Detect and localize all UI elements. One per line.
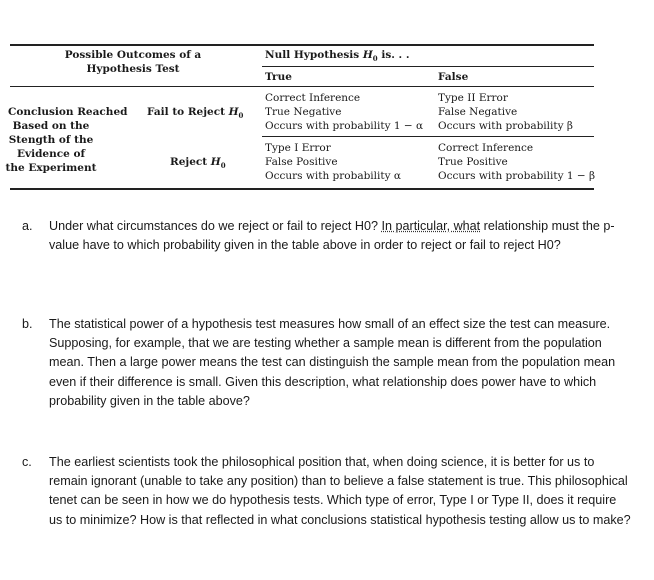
- conclusion-line-3: Stength of the: [8, 134, 94, 146]
- row-fail-subscript: 0: [238, 111, 244, 121]
- cell-reject-false-line-2: True Positive: [438, 156, 508, 168]
- question-c-marker: c.: [22, 455, 32, 469]
- cell-fail-false-line-3: Occurs with probability β: [438, 120, 573, 132]
- question-b: [22, 315, 632, 411]
- question-a-flagged-text: In particular, what: [381, 219, 481, 233]
- row-fail-to-reject: [147, 105, 243, 123]
- cell-reject-true-line-1: Type I Error: [265, 142, 331, 154]
- header-null-suffix: is. . .: [377, 49, 410, 61]
- question-a-marker: a.: [22, 219, 33, 233]
- cell-fail-true-line-1: Correct Inference: [265, 92, 361, 104]
- column-true-header: True: [265, 71, 292, 83]
- row-reject-subscript: 0: [220, 161, 226, 171]
- cell-fail-true-line-2: True Negative: [265, 106, 342, 118]
- table-row-divider: [262, 136, 594, 137]
- header-outcomes: [40, 48, 226, 76]
- cell-fail-false-line-2: False Negative: [438, 106, 518, 118]
- cell-fail-false: [438, 91, 573, 133]
- question-a: [22, 217, 632, 255]
- conclusion-line-1: Conclusion Reached: [8, 106, 128, 118]
- row-reject: [170, 155, 226, 173]
- column-false-header: False: [438, 71, 469, 83]
- row-reject-label: Reject: [170, 156, 211, 168]
- table-header-rule: [10, 86, 594, 87]
- cell-reject-false: [438, 141, 595, 183]
- header-null-subscript: 0: [372, 54, 378, 64]
- question-a-text-2: relationship must the p-value have to which probability given in the table above in order to reject or fail to reject H0?: [49, 219, 615, 253]
- cell-reject-true-line-3: Occurs with probability α: [265, 170, 401, 182]
- cell-reject-true: [265, 141, 401, 183]
- conclusion-line-4: Evidence of: [17, 148, 85, 160]
- cell-reject-false-line-3: Occurs with probability 1 − β: [438, 170, 596, 182]
- header-outcomes-line-2: Hypothesis Test: [86, 63, 180, 75]
- row-fail-label: Fail to Reject: [147, 106, 229, 118]
- cell-reject-false-line-1: Correct Inference: [438, 142, 534, 154]
- cell-reject-true-line-2: False Positive: [265, 156, 338, 168]
- row-reject-symbol: H: [210, 156, 221, 168]
- question-c-text: The earliest scientists took the philosophical position that, when doing science, it is better for us to remain ignorant (unable to take any position) than to believe a false statement is true. This philosophical tenet can be seen in how we do hypothesis tests. Which type of error, Type I or Type II, does it require us to minimize? How is that reflected in what conclusions statistical hypothesis testing allow us to make?: [49, 455, 631, 527]
- header-outcomes-line-1: Possible Outcomes of a: [64, 49, 202, 61]
- question-b-marker: b.: [22, 317, 33, 331]
- row-fail-symbol: H: [228, 106, 239, 118]
- conclusion-line-2: Based on the: [12, 120, 90, 132]
- question-a-text-1: Under what circumstances do we reject or fail to reject H0?: [49, 219, 382, 233]
- conclusion-line-5: the Experiment: [5, 162, 97, 174]
- cell-fail-true: [265, 91, 423, 133]
- table-bottom-rule: [10, 188, 594, 190]
- conclusion-label: [5, 105, 128, 175]
- header-null-hypothesis: [265, 48, 410, 66]
- cell-fail-false-line-1: Type II Error: [438, 92, 508, 104]
- question-c: [22, 453, 632, 530]
- header-null-text: Null Hypothesis: [265, 49, 360, 61]
- table-top-rule: [10, 44, 594, 46]
- question-a-text: [49, 217, 632, 255]
- cell-fail-true-line-3: Occurs with probability 1 − α: [265, 120, 424, 132]
- table-null-rule: [262, 66, 594, 67]
- question-b-text: The statistical power of a hypothesis test measures how small of an effect size the test can measure. Supposing, for example, that we are testing whether a sample mean is different from the population mean. Then a large power means the test can distinguish the sample mean from the population mean even if their difference is small. Given this description, what relationship does power have to which probability given in the table above?: [49, 317, 616, 408]
- header-null-symbol: H: [362, 49, 373, 61]
